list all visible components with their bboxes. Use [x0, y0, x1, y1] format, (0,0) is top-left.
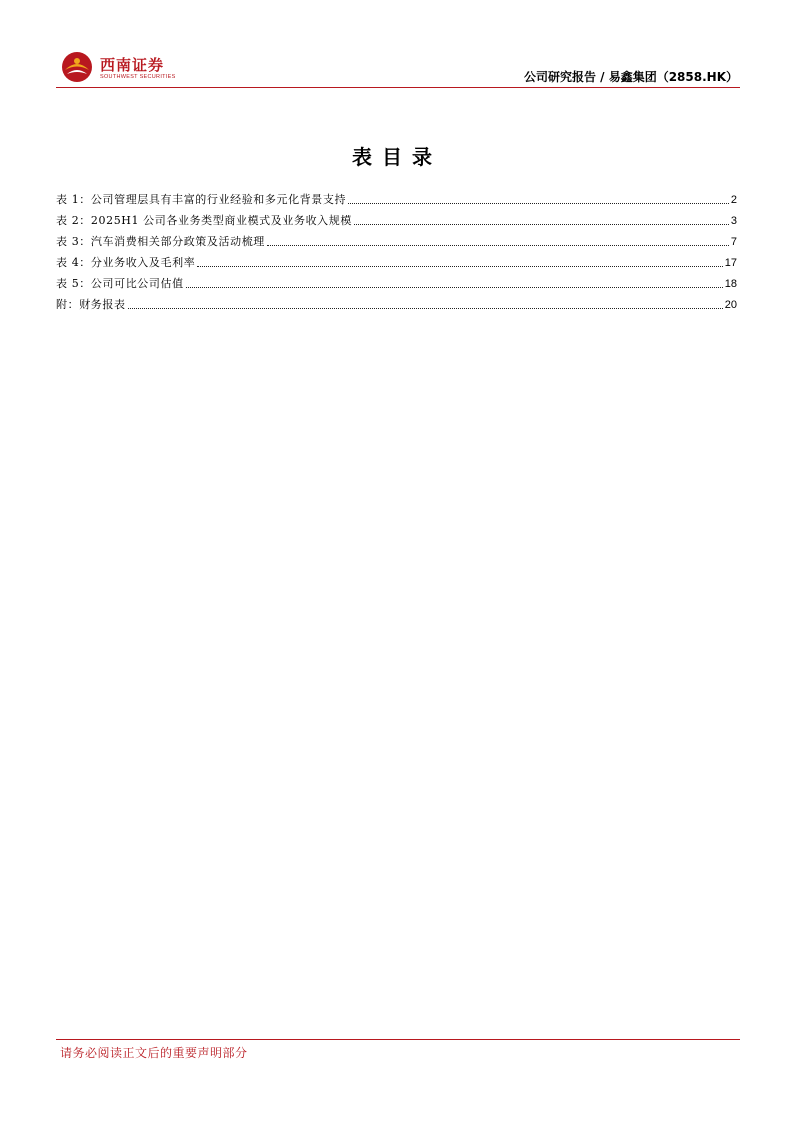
toc-entry-page: 20 — [724, 299, 737, 311]
company-logo-icon — [60, 50, 94, 84]
toc-entry-page: 3 — [730, 215, 737, 227]
toc-entry[interactable] — [56, 270, 737, 291]
footer-notice: 请务必阅读正文后的重要声明部分 — [60, 1046, 248, 1060]
toc-leader-dots — [197, 265, 722, 267]
toc-entry[interactable] — [56, 291, 737, 312]
footer-divider — [56, 1039, 740, 1040]
logo-text-en: SOUTHWEST SECURITIES — [100, 74, 176, 80]
page-header — [56, 44, 740, 90]
toc-entry-page: 2 — [730, 194, 737, 206]
toc-entry-page: 17 — [724, 257, 737, 269]
toc-entry-page: 7 — [730, 236, 737, 248]
toc-entry[interactable] — [56, 207, 737, 228]
toc-entry-page: 18 — [724, 278, 737, 290]
company-logo — [60, 50, 190, 86]
toc-entry-label: 表 2：2025H1 公司各业务类型商业模式及业务收入规模 — [56, 214, 352, 227]
report-label: 公司研究报告 / 易鑫集团（2858.HK） — [523, 70, 738, 84]
header-divider — [56, 87, 740, 88]
logo-text-cn: 西南证券 — [100, 56, 165, 74]
toc-leader-dots — [267, 244, 729, 246]
toc-entry-label: 表 1：公司管理层具有丰富的行业经验和多元化背景支持 — [56, 193, 347, 206]
toc-entry-label: 表 5：公司可比公司估值 — [56, 277, 184, 290]
toc-leader-dots — [354, 223, 729, 225]
toc-entry[interactable] — [56, 186, 737, 207]
toc-entry-label: 表 4：分业务收入及毛利率 — [56, 256, 196, 269]
table-of-contents — [56, 186, 737, 312]
toc-entry-label: 附：财务报表 — [56, 298, 126, 311]
toc-entry[interactable] — [56, 228, 737, 249]
toc-leader-dots — [128, 307, 723, 309]
toc-entry[interactable] — [56, 249, 737, 270]
toc-leader-dots — [348, 202, 729, 204]
toc-leader-dots — [186, 286, 723, 288]
page-title: 表目录 — [352, 145, 442, 169]
toc-entry-label: 表 3：汽车消费相关部分政策及活动梳理 — [56, 235, 265, 248]
